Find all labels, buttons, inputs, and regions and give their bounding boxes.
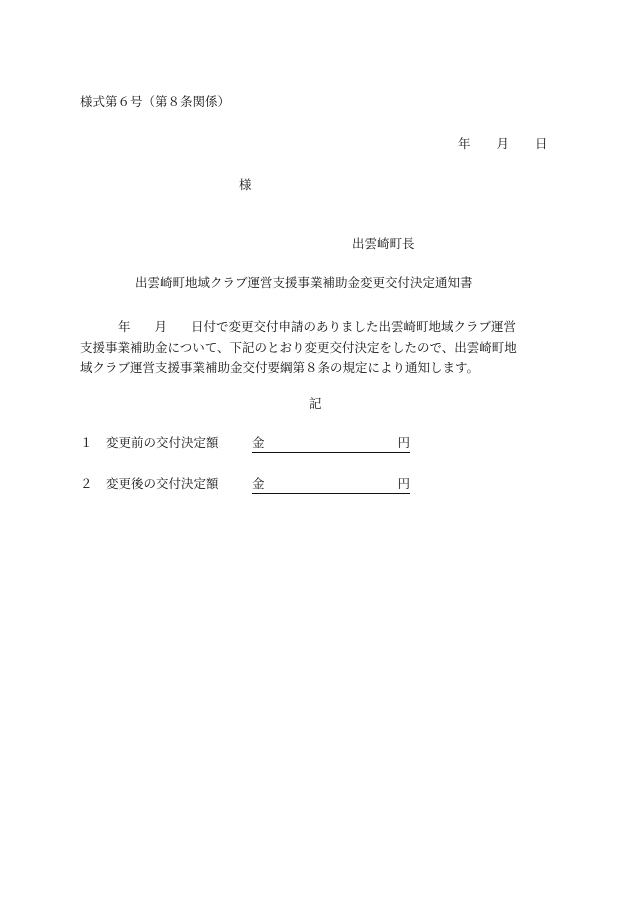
item-label: 変更前の交付決定額: [106, 435, 219, 450]
body-line-1-text: 日付で変更交付申請のありました出雲崎町地域クラブ運営: [191, 319, 517, 334]
body-month-label: 月: [154, 319, 168, 334]
body-line-2: 支援事業補助金について、下記のとおり変更交付決定をしたので、出雲崎町地: [80, 339, 517, 355]
amount-suffix: 円: [397, 435, 410, 450]
document-title: 出雲崎町地域クラブ運営支援事業補助金変更交付決定通知書: [135, 275, 473, 290]
list-item: [80, 437, 410, 453]
body-line-1: [80, 317, 550, 338]
item-number: ２: [80, 476, 93, 491]
amount-field: [252, 478, 410, 494]
amount-prefix: 金: [252, 476, 265, 491]
item-number: １: [80, 435, 93, 450]
body-year-label: 年: [118, 319, 131, 334]
form-number: 様式第６号（第８条関係）: [80, 94, 231, 109]
date-line: [458, 138, 548, 151]
issuer-name: 出雲崎町長: [352, 236, 415, 251]
amount-field: [252, 437, 410, 453]
date-year-label: 年: [458, 136, 471, 151]
recipient-suffix: 様: [239, 177, 252, 192]
list-item: [80, 478, 410, 494]
date-day-label: 日: [535, 136, 548, 151]
ki-heading: 記: [309, 396, 322, 411]
amount-prefix: 金: [252, 435, 265, 450]
amount-suffix: 円: [397, 476, 410, 491]
item-label: 変更後の交付決定額: [106, 476, 219, 491]
date-month-label: 月: [496, 136, 510, 151]
body-line-3: 域クラブ運営支援事業補助金交付要綱第８条の規定により通知します。: [80, 360, 480, 375]
body-text: [80, 317, 550, 379]
